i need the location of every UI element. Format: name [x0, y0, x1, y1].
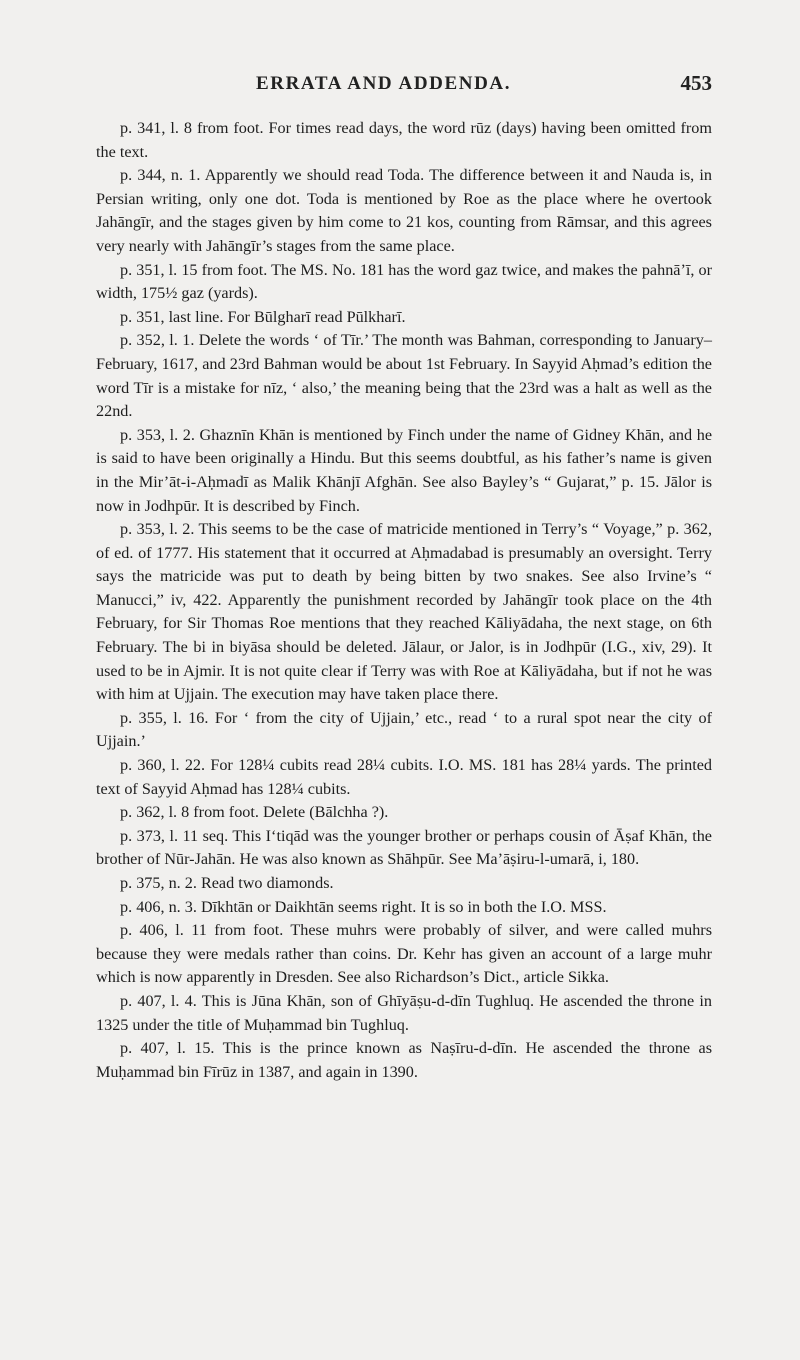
page-number: 453 [680, 71, 712, 95]
entry-text: p. 353, l. 2. This seems to be the case of matricide mentioned in Terry’s “ Voyage,” p. 362, of ed. of 1777. His statement that it occurred at Aḥmadabad is presumably an oversight. Terry says the matricide was put to death by being bitten by two snakes. See also Irvine’s “ Manucci,” iv, 422. Apparently the punishment recorded by Jahāngīr took place on the 4th February, for Sir Thomas Roe mentions that they reached Kāliyādaha, the next stage, on 6th February. The bi in biyāsa should be deleted. Jālaur, or Jalor, is in Jodhpūr (I.G., xiv, 29). It used to be in Ajmir. It is not quite clear if Terry was with Roe at Kāliyādaha, but if not he was with him at Ujjain. The execution may have taken place there. [96, 520, 712, 704]
errata-entry [96, 754, 712, 801]
errata-entry [96, 872, 712, 896]
entry-text: p. 344, n. 1. Apparently we should read Toda. The difference between it and Nauda is, in Persian writing, only one dot. Toda is mentioned by Roe as the place where he overtook Jahāngīr, and the stages given by him come to 21 kos, counting from Rāmsar, and this agrees very nearly with Jahāngīr’s stages from the same place. [96, 166, 712, 255]
errata-entry [96, 518, 712, 707]
errata-entry [96, 707, 712, 754]
entry-text: p. 375, n. 2. Read two diamonds. [120, 874, 334, 892]
errata-entry [96, 825, 712, 872]
entry-text: p. 351, l. 15 from foot. The MS. No. 181 has the word gaz twice, and makes the pahnā’ī, or width, 175½ gaz (yards). [96, 260, 712, 303]
entry-text: p. 373, l. 11 seq. This I‘tiqād was the younger brother or perhaps cousin of Āṣaf Khān, the brother of Nūr-Jahān. He was also known as Shāhpūr. See Ma’āṣiru-l-umarā, i, 180. [96, 826, 712, 869]
page-header [96, 73, 712, 103]
errata-entry [96, 990, 712, 1037]
entry-text: p. 407, l. 4. This is Jūna Khān, son of Ghīyāṣu-d-dīn Tughluq. He ascended the throne in 1325 under the title of Muḥammad bin Tughluq. [96, 991, 712, 1034]
errata-entry [96, 329, 712, 423]
entry-text: p. 360, l. 22. For 128¼ cubits read 28¼ cubits. I.O. MS. 181 has 28¼ yards. The printed text of Sayyid Aḥmad has 128¼ cubits. [96, 756, 712, 798]
errata-entry [96, 164, 712, 258]
entry-text: p. 353, l. 2. Ghaznīn Khān is mentioned by Finch under the name of Gidney Khān, and he is said to have been originally a Hindu. But this seems doubtful, as his father’s name is given in the Mir’āt-i-Aḥmadī as Malik Khānjī Afghān. See also Bayley’s “ Gujarat,” p. 15. Jālor is now in Jodhpūr. It is described by Finch. [96, 425, 712, 515]
running-title: ERRATA AND ADDENDA. [256, 73, 512, 94]
entry-text: p. 406, l. 11 from foot. These muhrs were probably of silver, and were called muhrs because they were medals rather than coins. Dr. Kehr has given an account of a large muhr which is now apparently in Dresden. See also Richardson’s Dict., article Sikka. [96, 921, 712, 987]
errata-entry [96, 919, 712, 990]
entry-text: p. 362, l. 8 from foot. Delete (Bālchha ?). [120, 803, 389, 822]
errata-entry [96, 117, 712, 164]
errata-entry [96, 424, 712, 518]
entry-text: p. 407, l. 15. This is the prince known as Naṣīru-d-dīn. He ascended the throne as Muḥammad bin Fīrūz in 1387, and again in 1390. [96, 1039, 712, 1081]
entry-text: p. 351, last line. For Būlgharī read Pūlkharī. [120, 307, 406, 326]
errata-entry [96, 1037, 712, 1084]
entry-text: p. 406, n. 3. Dīkhtān or Daikhtān seems right. It is so in both the I.O. MSS. [120, 897, 607, 916]
entry-text: p. 341, l. 8 from foot. For times read days, the word rūz (days) having been omitted from the text. [96, 119, 712, 161]
entry-text: p. 352, l. 1. Delete the words ‘ of Tīr.’ The month was Bahman, corresponding to January–February, 1617, and 23rd Bahman would be about 1st February. In Sayyid Aḥmad’s edition the word Tīr is a mistake for nīz, ‘ also,’ the meaning being that the 23rd was a halt as well as the 22nd. [96, 331, 712, 421]
errata-entry [96, 259, 712, 306]
errata-entry [96, 801, 712, 825]
entry-text: p. 355, l. 16. For ‘ from the city of Ujjain,’ etc., read ‘ to a rural spot near the city of Ujjain.’ [96, 708, 712, 751]
errata-entry [96, 896, 712, 920]
errata-entry [96, 306, 712, 330]
errata-text [96, 117, 712, 1084]
